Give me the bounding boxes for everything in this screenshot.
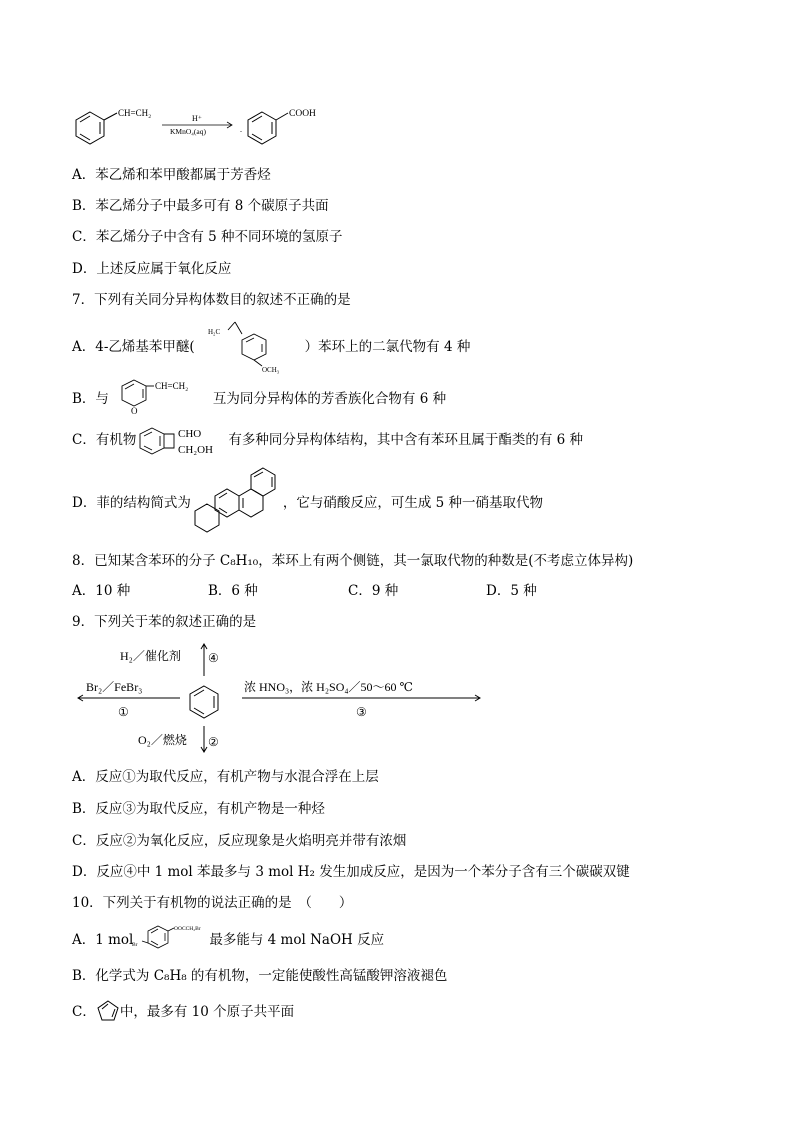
q7-c-pre: C．有机物	[72, 432, 137, 448]
q7-b-post: 互为同分异构体的芳香族化合物有 6 种	[212, 391, 447, 407]
och3-label: OCH₃	[262, 366, 280, 374]
left-num: ①	[118, 705, 129, 719]
q9-option-c: C．反应②为氧化反应，反应现象是火焰明亮并带有浓烟	[72, 833, 407, 849]
q9-option-b: B．反应③为取代反应，有机产物是一种烃	[72, 801, 325, 817]
benzene-ring-acid	[248, 112, 288, 144]
q6-option-c: C．苯乙烯分子中含有 5 种不同环境的氢原子	[72, 229, 343, 245]
q6-option-b: B．苯乙烯分子中最多可有 8 个碳原子共面	[72, 198, 329, 214]
q10-option-b: B．化学式为 C₈H₈ 的有机物，一定能使酸性高锰酸钾溶液褪色	[72, 968, 448, 984]
left-label: Br₂／FeBr₃	[86, 680, 143, 694]
reagent-top: H⁺	[192, 114, 202, 123]
q9-option-d: D．反应④中 1 mol 苯最多与 3 mol H₂ 发生加成反应，是因为一个苯分子含有三个碳碳双键	[72, 864, 630, 880]
h2c-label: H₂C	[208, 328, 221, 336]
vinyl-label: CH=CH₂	[155, 381, 189, 391]
q6-option-d: D．上述反应属于氧化反应	[72, 261, 232, 277]
methoxystyrene-structure	[200, 318, 310, 374]
q10-c-pre: C．	[72, 1004, 96, 1020]
q7-d-post: ，它与硝酸反应，可生成 5 种一硝基取代物	[282, 495, 543, 511]
q10-a-post: 最多能与 4 mol NaOH 反应	[209, 932, 385, 948]
q8-option-b: B．6 种	[208, 583, 258, 599]
q8-option-a: A．10 种	[72, 583, 131, 599]
br-label: Br	[132, 942, 138, 948]
svg-text:.: .	[240, 125, 242, 134]
right-num: ③	[356, 705, 367, 719]
benzene-ring-styrene	[76, 112, 117, 144]
ch2oh-label: CH₂OH	[178, 444, 214, 456]
q7-d-pre: D．菲的结构简式为	[72, 495, 191, 511]
cho-label: CHO	[178, 428, 202, 440]
cyclopentadiene-structure	[96, 999, 120, 1023]
styrene-group: CH=CH₂	[118, 108, 152, 118]
q9-stem: 9．下列关于苯的叙述正确的是	[72, 614, 257, 630]
acid-group: COOH	[289, 109, 316, 119]
right-label: 浓 HNO₃，浓 H₂SO₄／50～60 ℃	[244, 680, 413, 694]
q10-option-a	[72, 931, 384, 950]
bromophenyl-ester-structure	[130, 922, 210, 952]
ester-label: OOCCH₂Br	[174, 926, 201, 932]
q7-a-pre: A．4-乙烯基苯甲醚(	[72, 339, 195, 355]
q10-c-post: 中，最多有 10 个原子共平面	[119, 1004, 295, 1020]
q6-option-a: A．苯乙烯和苯甲酸都属于芳香烃	[72, 167, 271, 183]
pyran-structure	[108, 372, 212, 418]
q9-option-a: A．反应①为取代反应，有机产物与水混合浮在上层	[72, 769, 379, 785]
q8-stem: 8．已知某含苯环的分子 C₈H₁₀，苯环上有两个侧链，其一氯取代物的种数是(不考虑立体异构)	[72, 553, 634, 569]
ring-o-label: O	[131, 406, 138, 416]
q7-b-pre: B．与	[72, 391, 109, 407]
q7-a-post: ）苯环上的二氯代物有 4 种	[304, 339, 471, 355]
up-label: H₂／催化剂	[120, 649, 181, 663]
phenanthrene-structure	[193, 464, 285, 536]
up-num: ④	[208, 651, 219, 665]
q10-a-pre: A．1 mol	[72, 932, 134, 948]
q7-c-post: 有多种同分异构体结构，其中含有苯环且属于酯类的有 6 种	[228, 432, 584, 448]
q10-stem: 10．下列关于有机物的说法正确的是 （ ）	[72, 895, 353, 911]
q8-option-c: C．9 种	[348, 583, 399, 599]
reaction-scheme	[72, 100, 342, 150]
benzene-reaction-diagram	[72, 638, 492, 758]
benzocyclobutene-structure	[138, 420, 230, 460]
q8-option-d: D．5 种	[486, 583, 537, 599]
q7-option-d	[72, 494, 543, 513]
reagent-bottom: KMnO₄(aq)	[170, 127, 206, 136]
down-num: ②	[208, 735, 219, 749]
q7-stem: 7．下列有关同分异构体数目的叙述不正确的是	[72, 292, 351, 308]
down-label: O₂／燃烧	[138, 733, 187, 747]
